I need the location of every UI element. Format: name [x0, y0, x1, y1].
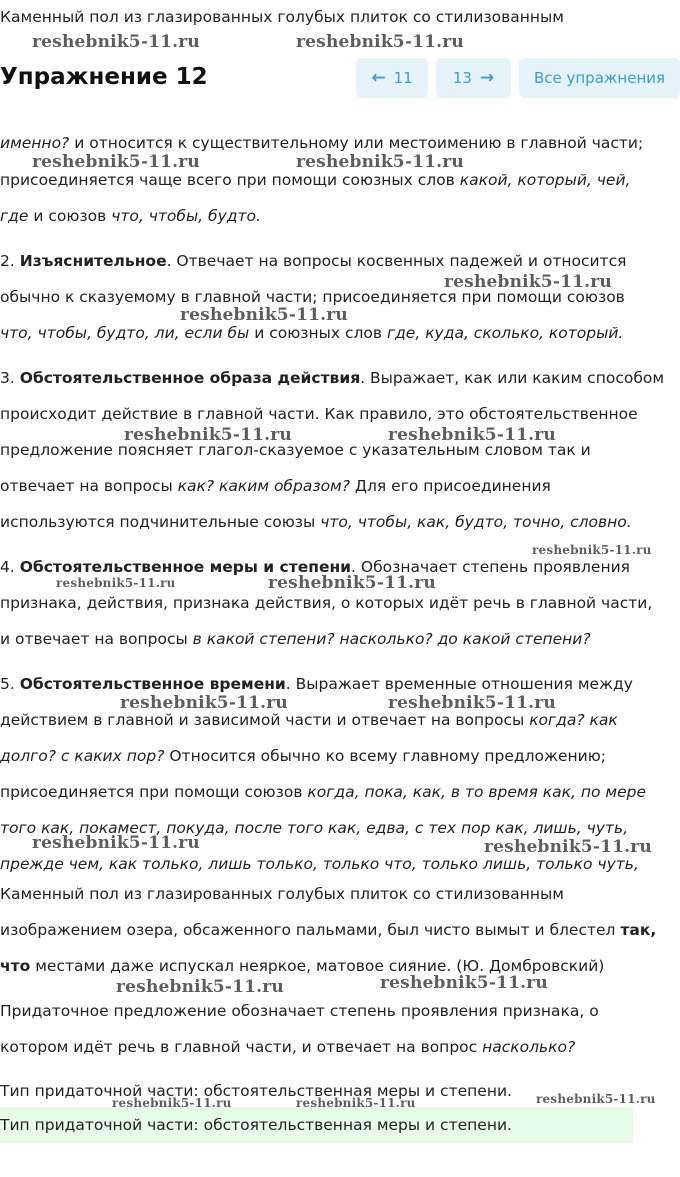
text-line [0, 854, 639, 874]
text-segment: Обстоятельственное меры и степени [19, 558, 352, 576]
text-segment: Каменный пол из глазированных голубых плиток со стилизованным [0, 885, 564, 903]
text-line [0, 920, 656, 940]
watermark-text: reshebnik5-11.ru [56, 576, 176, 590]
text-line [0, 884, 564, 904]
text-line [0, 746, 606, 766]
text-line [0, 206, 261, 226]
text-segment: прежде чем, как только, лишь только, только что, только лишь, только чуть, [0, 855, 639, 873]
text-segment: Изъяснительное [19, 252, 167, 270]
text-line [0, 629, 591, 649]
text-segment: как? каким образом? [177, 477, 350, 495]
text-segment: . Отвечает на вопросы косвенных падежей и относится [166, 252, 627, 270]
text-line [0, 1037, 575, 1057]
text-segment: что, чтобы, будто. [111, 207, 261, 225]
watermark-text: reshebnik5-11.ru [268, 573, 436, 593]
text-segment: и относится к существительному или местоимению в главной части; [69, 134, 644, 152]
text-segment: долго? с каких пор? [0, 747, 165, 765]
text-segment: где [0, 207, 29, 225]
watermark-text: reshebnik5-11.ru [484, 837, 652, 857]
text-segment: признака, действия, признака действия, о которых идёт речь в главной части, [0, 594, 653, 612]
top-text: Каменный пол из глазированных голубых плиток со стилизованным [0, 8, 564, 26]
text-segment: 4. [0, 558, 20, 576]
text-segment: котором идёт речь в главной части, и отвечает на вопрос [0, 1038, 483, 1056]
watermark-text: reshebnik5-11.ru [120, 693, 288, 713]
watermark-text: reshebnik5-11.ru [296, 1096, 416, 1110]
watermark-text: reshebnik5-11.ru [112, 1096, 232, 1110]
prev-exercise-label: 11 [393, 69, 413, 87]
watermark-text: reshebnik5-11.ru [116, 977, 284, 997]
watermark-text: reshebnik5-11.ru [32, 32, 200, 52]
exercise-header [0, 58, 680, 100]
watermark-text: reshebnik5-11.ru [180, 305, 348, 325]
text-segment: присоединяется при помощи союзов [0, 783, 308, 801]
next-exercise-label: 13 [452, 69, 472, 87]
text-segment: 5. [0, 675, 20, 693]
text-segment: отвечает на вопросы [0, 477, 178, 495]
text-line [0, 674, 633, 694]
text-segment: того как, покамест, покуда, после того как, едва, с тех пор как, лишь, чуть, [0, 819, 629, 837]
watermark-text: reshebnik5-11.ru [32, 152, 200, 172]
text-segment: обычно к сказуемому в главной части; присоединяется при помощи союзов [0, 288, 625, 306]
text-segment: и союзных слов [249, 324, 387, 342]
all-exercises-button[interactable] [519, 58, 680, 98]
watermark-text: reshebnik5-11.ru [380, 973, 548, 993]
watermark-text: reshebnik5-11.ru [536, 1092, 656, 1106]
text-line [0, 133, 643, 153]
text-segment: 2. [0, 252, 20, 270]
text-segment: изображением озера, обсаженного пальмами, был чисто вымыт и блестел [0, 921, 621, 939]
arrow-left-icon: ← [371, 68, 386, 88]
all-exercises-label: Все упражнения [533, 69, 666, 87]
watermark-text: reshebnik5-11.ru [388, 693, 556, 713]
text-segment: . Выражает временные отношения между [285, 675, 633, 693]
text-line [0, 368, 664, 388]
text-line [0, 476, 551, 496]
text-segment: . Обозначает степень проявления [351, 558, 630, 576]
text-line [0, 1081, 512, 1101]
watermark-text: reshebnik5-11.ru [124, 425, 292, 445]
text-line [0, 512, 632, 532]
next-exercise-button[interactable] [436, 58, 511, 98]
text-segment: используются подчинительные союзы [0, 513, 321, 531]
text-line [0, 323, 623, 343]
text-segment: Придаточное предложение обозначает степень проявления признака, о [0, 1002, 599, 1020]
text-segment: местами даже испускал неяркое, матовое сияние. (Ю. Домбровский) [30, 957, 605, 975]
text-segment: так, [620, 921, 657, 939]
text-segment: . Выражает, как или каким способом [360, 369, 665, 387]
watermark-text: reshebnik5-11.ru [296, 32, 464, 52]
text-segment: и отвечает на вопросы [0, 630, 193, 648]
text-segment: что, чтобы, будто, ли, если бы [0, 324, 250, 342]
text-segment: Обстоятельственное времени [19, 675, 286, 693]
text-line [0, 710, 618, 730]
text-segment: какой, который, чей, [459, 171, 631, 189]
watermark-text: reshebnik5-11.ru [444, 272, 612, 292]
text-segment: и союзов [28, 207, 112, 225]
text-segment: где, куда, сколько, который. [386, 324, 624, 342]
text-line [0, 782, 646, 802]
text-segment: насколько? [482, 1038, 576, 1056]
watermark-text: reshebnik5-11.ru [388, 425, 556, 445]
text-segment: именно? [0, 134, 70, 152]
page-title: Упражнение 12 [0, 64, 208, 90]
text-segment: Для его присоединения [349, 477, 551, 495]
watermark-text: reshebnik5-11.ru [32, 833, 200, 853]
text-segment: присоединяется чаще всего при помощи союзных слов [0, 171, 460, 189]
text-segment: предложение поясняет глагол-сказуемое с указательным словом так и [0, 441, 591, 459]
text-segment: действием в главной и зависимой части и отвечает на вопросы [0, 711, 530, 729]
text-line [0, 170, 630, 190]
prev-exercise-button[interactable] [356, 58, 428, 98]
text-segment: когда? как [529, 711, 618, 729]
text-segment: Относится обычно ко всему главному предложению; [164, 747, 607, 765]
text-segment: когда, пока, как, в то время как, по мере [307, 783, 647, 801]
answer-text: Тип придаточной части: обстоятельственная меры и степени. [0, 1116, 512, 1134]
arrow-right-icon: → [479, 68, 495, 88]
watermark-text: reshebnik5-11.ru [532, 543, 652, 557]
text-segment: Тип придаточной части: обстоятельственная меры и степени. [0, 1082, 512, 1100]
text-line [0, 404, 638, 424]
text-segment: что [0, 957, 31, 975]
text-line [0, 1001, 599, 1021]
text-segment: происходит действие в главной части. Как правило, это обстоятельственное [0, 405, 638, 423]
text-line [0, 251, 626, 271]
text-segment: 3. [0, 369, 20, 387]
watermark-text: reshebnik5-11.ru [296, 152, 464, 172]
text-line [0, 593, 652, 613]
text-segment: что, чтобы, как, будто, точно, словно. [320, 513, 632, 531]
text-segment: в какой степени? насколько? до какой степени? [192, 630, 591, 648]
text-segment: Обстоятельственное образа действия [19, 369, 361, 387]
